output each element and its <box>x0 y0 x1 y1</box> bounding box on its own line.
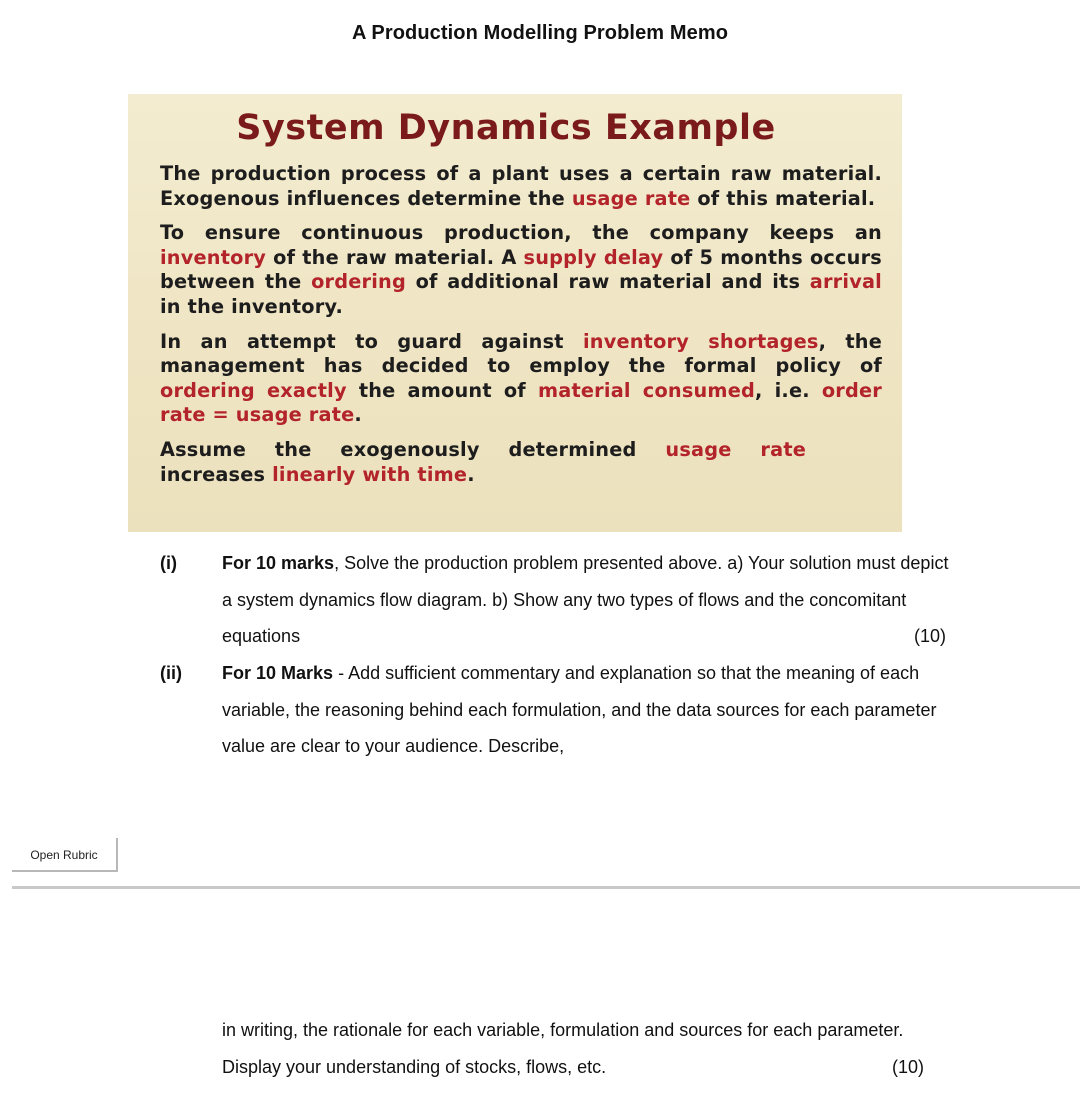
slide-paragraph-2 <box>160 221 882 319</box>
slide-p3-text-3: the amount of <box>346 378 538 402</box>
slide-p4-text-1: Assume the exogenously determined <box>160 437 666 461</box>
slide-p2-text-3: of 5 months occurs between the <box>160 245 882 294</box>
slide-paragraph-3 <box>160 330 882 428</box>
question-number: (i) <box>160 553 177 573</box>
question-text: , Solve the production problem presented above. a) Your solution must depict a system dynamics flow diagram. b) Show any two types of flows and the concomitant equations <box>222 553 949 646</box>
question-number: (ii) <box>160 663 182 683</box>
slide-p2-text-1: To ensure continuous production, the company keeps an <box>160 221 882 245</box>
slide-p3-highlight-1: inventory shortages <box>582 329 819 353</box>
continuation-text: in writing, the rationale for each variable, formulation and sources for each parameter. Display your understanding of stocks, flows, etc. <box>222 1020 904 1077</box>
question-body <box>222 655 950 765</box>
question-1 <box>160 545 949 657</box>
slide-p3-text-4: , i.e. <box>755 378 822 402</box>
slide-p2-text-2: of the raw material. A <box>266 245 524 269</box>
slide-image <box>128 94 902 532</box>
slide-p4-text-2: increases <box>160 462 273 486</box>
page-title: A Production Modelling Problem Memo <box>351 22 729 44</box>
slide-p2-highlight-4: arrival <box>809 270 882 294</box>
question-2 <box>160 655 940 767</box>
question-lead: For 10 marks <box>222 553 335 573</box>
question-marks: (10) <box>913 626 946 646</box>
slide-p2-highlight-3: ordering <box>311 270 406 294</box>
continuation-marks: (10) <box>891 1056 924 1077</box>
slide-p2-text-5: in the inventory. <box>160 294 343 318</box>
slide-p3-highlight-4: order rate = usage rate <box>160 378 883 427</box>
slide-p2-highlight-2: supply delay <box>523 245 664 269</box>
slide-p3-highlight-3: material consumed <box>537 378 755 402</box>
slide-p4-highlight-1: usage rate <box>665 437 807 461</box>
question-text: - Add sufficient commentary and explanation so that the meaning of each variable, the reasoning behind each formulation, and the data sources for each parameter value are clear to your audience. Describe, <box>222 663 937 756</box>
question-body <box>222 545 950 655</box>
slide-paragraph-1 <box>160 162 882 211</box>
slide-p2-highlight-1: inventory <box>160 245 267 269</box>
slide-p1-highlight-1: usage rate <box>571 186 691 210</box>
slide-p4-text-3: . <box>467 462 475 486</box>
slide-p2-text-4: of additional raw material and its <box>405 270 810 294</box>
slide-p1-text-2: of this material. <box>690 186 876 210</box>
slide-p3-text-2: , the management has decided to employ the formal policy of <box>160 329 883 378</box>
slide-p1-text-1: The production process of a plant uses a certain raw material. Exogenous influences determine the <box>160 162 882 210</box>
slide-p4-highlight-2: linearly with time <box>272 462 468 486</box>
slide-heading: System Dynamics Example <box>236 108 776 148</box>
open-rubric-button[interactable]: Open Rubric <box>12 838 118 872</box>
question-lead: For 10 Marks <box>222 663 334 683</box>
section-divider <box>12 886 1080 889</box>
slide-p3-highlight-2: ordering exactly <box>160 378 347 402</box>
slide-p3-text-1: In an attempt to guard against <box>160 329 583 353</box>
slide-paragraph-4 <box>160 438 882 487</box>
question-2-continuation <box>222 1012 928 1085</box>
slide-p3-text-5: . <box>354 403 362 427</box>
